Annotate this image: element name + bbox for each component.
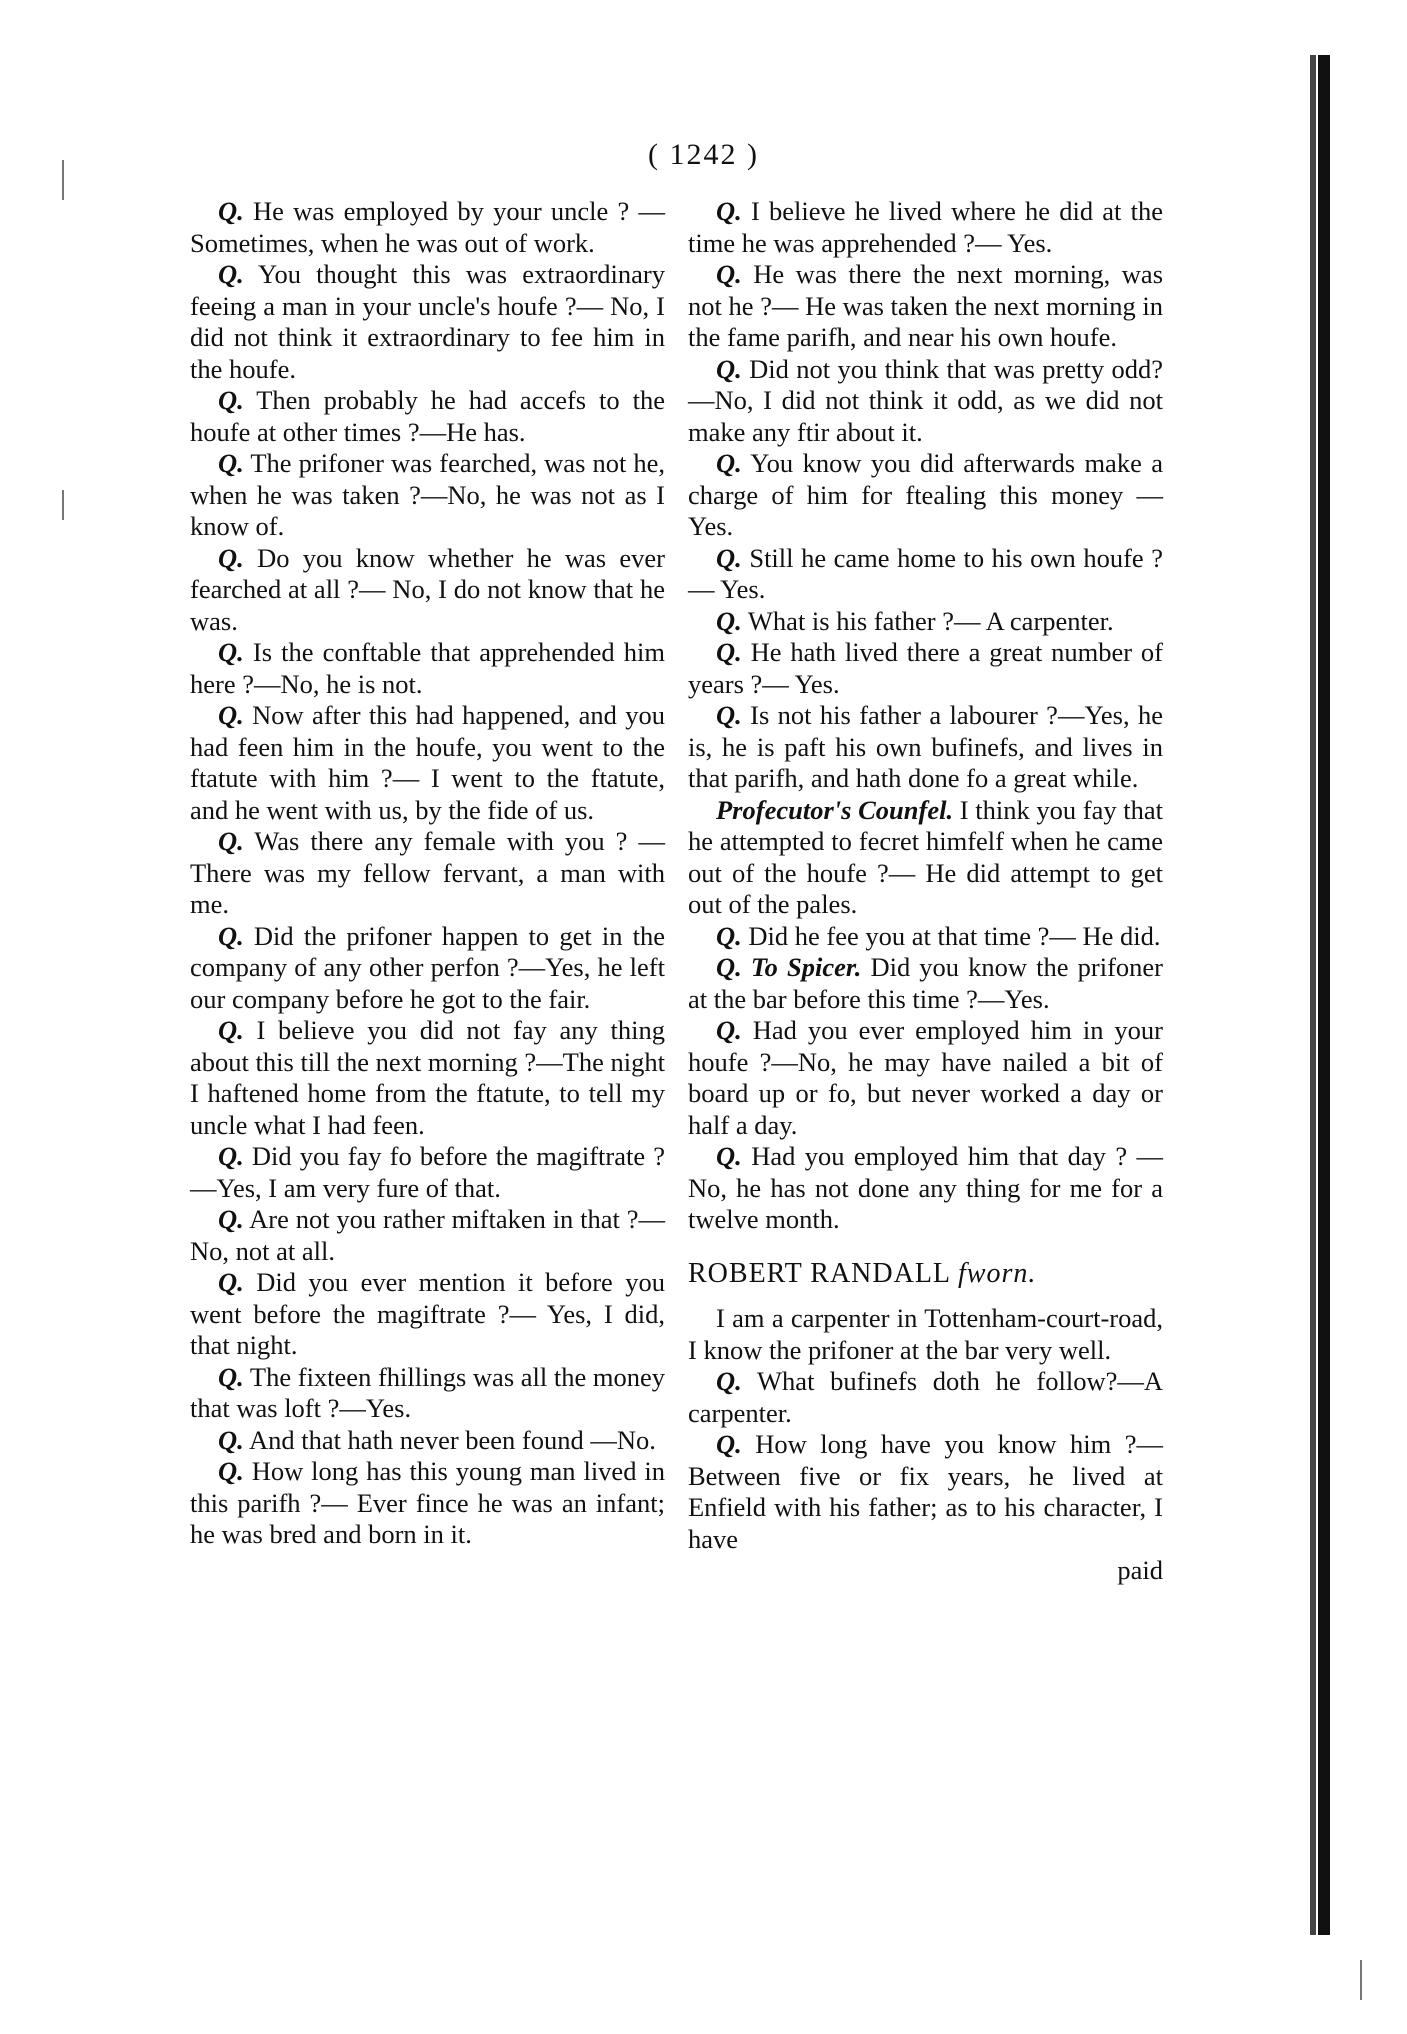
paragraph: Q. Did you ever mention it before you went before the magiftrate ?— Yes, I did, that night. xyxy=(190,1267,665,1360)
paragraph: Q. Then probably he had accefs to the houfe at other times ?—He has. xyxy=(190,385,665,447)
left-column xyxy=(190,196,665,1551)
paragraph: Q. Had you employed him that day ? — No, he has not done any thing for me for a twelve month. xyxy=(688,1141,1163,1234)
witness-heading: ROBERT RANDALL fworn. xyxy=(688,1257,1037,1289)
paragraph: Q. Still he came home to his own houfe ?— Yes. xyxy=(688,542,1164,604)
paragraph: Q. Now after this had happened, and you had feen him in the houfe, you went to the ftatute with him ?— I went to the ftatute, and he went with us, by the fide of us. xyxy=(190,700,665,825)
edge-mark xyxy=(62,490,64,520)
paragraph: Q. You thought this was extraordinary feeing a man in your uncle's houfe ?— No, I did not think it extraordinary to fee him in the houfe. xyxy=(190,259,665,384)
paragraph: Q. Had you ever employed him in your houfe ?—No, he may have nailed a bit of board up or fo, but never worked a day or half a day. xyxy=(688,1015,1163,1140)
paragraph: Q. Are not you rather miftaken in that ?—No, not at all. xyxy=(190,1204,665,1266)
paragraph: Q. I believe you did not fay any thing about this till the next morning ?—The night I haftened home from the ftatute, to tell my uncle what I had feen. xyxy=(190,1015,665,1140)
paragraph: Q. He hath lived there a great number of years ?— Yes. xyxy=(688,637,1163,699)
paragraph: I am a carpenter in Tottenham-court-road, I know the prifoner at the bar very well. xyxy=(688,1303,1163,1365)
paragraph: Q. The prifoner was fearched, was not he, when he was taken ?—No, he was not as I know of. xyxy=(190,448,666,541)
paragraph: Q. Is not his father a labourer ?—Yes, he is, he is paft his own bufinefs, and lives in that parifh, and hath done fo a great while. xyxy=(688,700,1164,793)
page-number: ( 1242 ) xyxy=(648,138,759,171)
paragraph: Q. Did the prifoner happen to get in the company of any other perfon ?—Yes, he left our company before he got to the fair. xyxy=(190,920,665,1014)
page-shadow xyxy=(1310,55,1316,1935)
paragraph: Q. I believe he lived where he did at the time he was apprehended ?— Yes. xyxy=(688,196,1163,258)
paragraph: Q. Did not you think that was pretty odd?—No, I did not think it odd, as we did not make any ftir about it. xyxy=(688,353,1163,447)
right-column xyxy=(688,196,1163,1587)
paragraph: Q. Did you fay fo before the magiftrate ?—Yes, I am very fure of that. xyxy=(190,1141,665,1203)
edge-mark xyxy=(1360,1960,1362,2000)
paragraph: Q. Do you know whether he was ever fearched at all ?— No, I do not know that he was. xyxy=(190,542,665,636)
paragraph: Q. How long has this young man lived in this parifh ?— Ever fince he was an infant; he was bred and born in it. xyxy=(190,1456,665,1549)
paragraph: Q. He was there the next morning, was not he ?— He was taken the next morning in the fame parifh, and near his own houfe. xyxy=(688,259,1164,352)
paragraph: Q. Did he fee you at that time ?— He did. xyxy=(716,920,1161,951)
catchword: paid xyxy=(1117,1555,1163,1585)
paragraph: Q. How long have you know him ?— Between five or fix years, he lived at Enfield with his father; as to his character, I have xyxy=(688,1429,1163,1554)
paragraph: Q. And that hath never been found —No. xyxy=(218,1424,656,1455)
paragraph: Q. Was there any female with you ? —There was my fellow fervant, a man with me. xyxy=(190,826,665,919)
paragraph: Q. What bufinefs doth he follow?—A carpenter. xyxy=(688,1366,1163,1428)
paragraph: Q. To Spicer. Did you know the prifoner at the bar before this time ?—Yes. xyxy=(688,952,1163,1014)
paragraph: Profecutor's Counfel. I think you fay that he attempted to fecret himfelf when he came out of the houfe ?— He did attempt to get out of the pales. xyxy=(688,794,1164,919)
paragraph: Q. The fixteen fhillings was all the money that was loft ?—Yes. xyxy=(190,1361,665,1423)
paragraph: Q. He was employed by your uncle ? —Sometimes, when he was out of work. xyxy=(190,196,666,258)
page-gutter xyxy=(1318,55,1330,1935)
paragraph: Q. Is the conftable that apprehended him here ?—No, he is not. xyxy=(190,637,666,699)
paragraph: Q. What is his father ?— A carpenter. xyxy=(716,605,1114,636)
paragraph: Q. You know you did afterwards make a charge of him for ftealing this money — Yes. xyxy=(688,448,1163,541)
